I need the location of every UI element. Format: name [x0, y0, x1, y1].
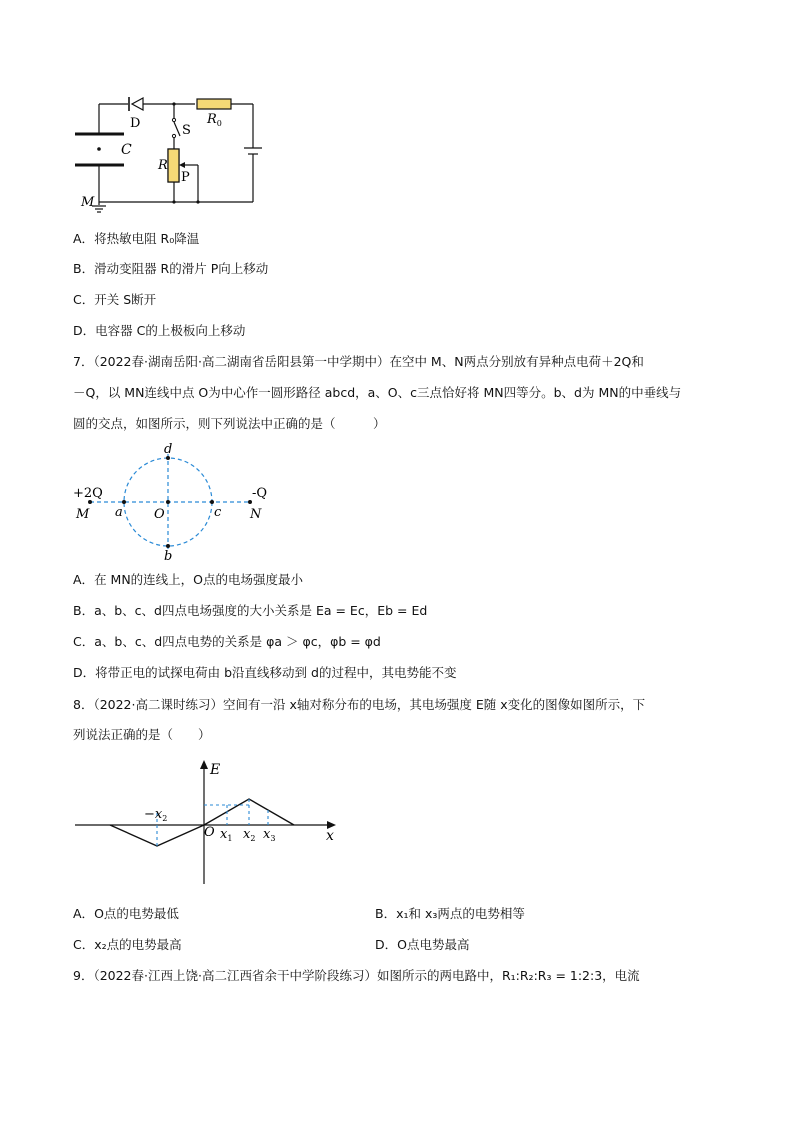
charge-left-label: +2Q — [73, 486, 103, 501]
q7-option-a: A．在 MN的连线上，O点的电场强度最小 — [73, 572, 304, 587]
x2-label: $x_2$ — [243, 827, 256, 843]
diode-label: D — [130, 116, 141, 131]
point-n-label: N — [250, 507, 262, 522]
q8-option-a: A．O点的电势最低 — [73, 906, 179, 921]
q6-option-c: C．开关 S断开 — [73, 292, 157, 307]
capacitor-label: C — [121, 142, 132, 158]
q8-option-d: D．O点电势最高 — [375, 937, 470, 952]
q7-option-c: C．a、b、c、d四点电势的关系是 φa ＞ φc，φb = φd — [73, 634, 381, 649]
axis-x-label: x — [326, 828, 334, 844]
q7-stem-line-1: 7．（2022春·湖南岳阳·高二湖南省岳阳县第一中学期中）在空中 M、N两点分别放有异种点电荷＋2Q和 — [73, 354, 644, 369]
q6-option-a: A．将热敏电阻 R₀降温 — [73, 231, 200, 246]
origin-label: O — [204, 825, 215, 840]
x3-label: $x_3$ — [263, 827, 276, 843]
ground-node-label: M — [81, 195, 95, 210]
switch-label: S — [182, 123, 191, 138]
q9-stem-line-1: 9．（2022春·江西上饶·高二江西省余干中学阶段练习）如图所示的两电路中，R₁:R₂:R₃ = 1:2:3，电流 — [73, 968, 640, 983]
rheostat-label: R — [158, 158, 168, 173]
q6-option-b: B．滑动变阻器 R的滑片 P向上移动 — [73, 261, 269, 276]
q6-option-d: D．电容器 C的上极板向上移动 — [73, 323, 246, 338]
q8-option-c: C．x₂点的电势最高 — [73, 937, 182, 952]
charge-right-label: -Q — [252, 486, 268, 501]
q8-stem-line-2: 列说法正确的是（ ） — [73, 727, 211, 742]
point-m-label: M — [76, 507, 90, 522]
slider-label: P — [181, 170, 190, 185]
q8-stem-line-1: 8．（2022·高二课时练习）空间有一沿 x轴对称分布的电场，其电场强度 E随 x变化的图像如图所示，下 — [73, 697, 646, 712]
q7-option-d: D．将带正电的试探电荷由 b沿直线移动到 d的过程中，其电势能不变 — [73, 665, 457, 680]
e-field-graph — [70, 758, 350, 888]
point-c-label: c — [214, 505, 222, 520]
q8-option-b: B．x₁和 x₃两点的电势相等 — [375, 906, 525, 921]
r0-label: $R_0$ — [207, 112, 222, 128]
point-b-label: b — [164, 549, 173, 564]
neg-x2-label: $-x_2$ — [144, 807, 168, 823]
q7-stem-line-3: 圆的交点，如图所示，则下列说法中正确的是（ ） — [73, 416, 386, 431]
circuit-diagram — [70, 92, 270, 222]
charges-circle-figure — [70, 440, 290, 564]
x1-label: $x_1$ — [220, 827, 233, 843]
q7-stem-line-2: －Q，以 MN连线中点 O为中心作一圆形路径 abcd，a、O、c三点恰好将 MN四等分。b、d为 MN的中垂线与 — [73, 385, 682, 400]
point-d-label: d — [164, 442, 173, 457]
q7-option-b: B．a、b、c、d四点电场强度的大小关系是 Ea = Ec，Eb = Ed — [73, 603, 428, 618]
point-o-label: O — [154, 507, 165, 522]
axis-e-label: E — [210, 762, 221, 778]
point-a-label: a — [115, 505, 123, 520]
